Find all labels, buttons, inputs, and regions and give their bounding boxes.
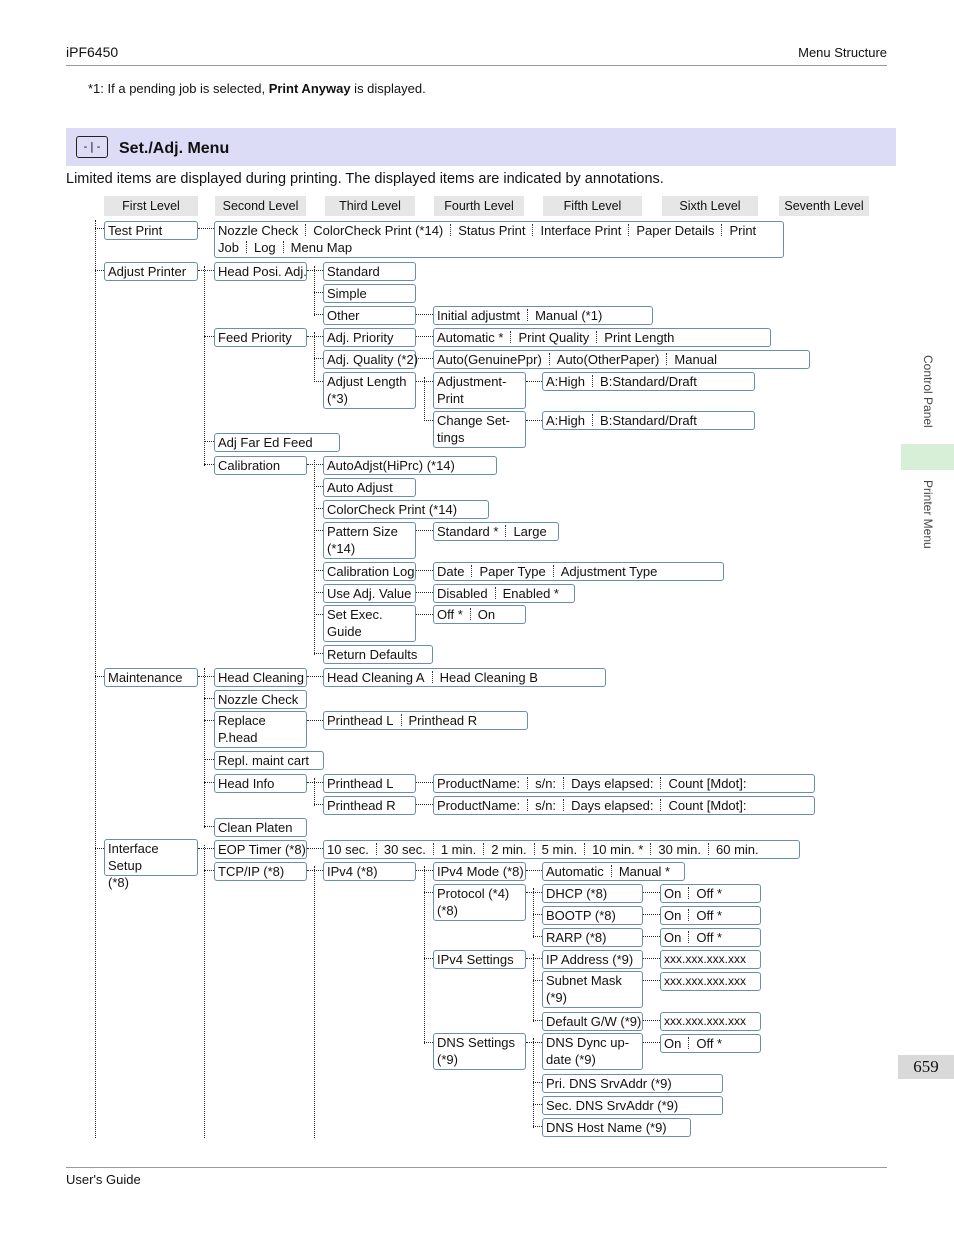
conn <box>416 336 433 337</box>
conn <box>526 420 542 421</box>
conn <box>643 914 660 915</box>
conn <box>416 530 433 531</box>
menu-return-defaults[interactable]: Return Defaults <box>323 645 433 664</box>
menu-simple[interactable]: Simple <box>323 284 416 303</box>
conn <box>307 676 323 677</box>
section-title: Set./Adj. Menu <box>119 140 230 157</box>
page-number: 659 <box>898 1055 954 1079</box>
tree-line-first <box>95 220 96 1138</box>
eop-timer-options: 10 sec. 30 sec. 1 min. 2 min. 5 min. 10 min. * 30 min. 60 min. <box>323 840 800 859</box>
conn <box>643 1020 660 1021</box>
menu-auto-adjust[interactable]: Auto Adjust <box>323 478 416 497</box>
menu-adjust-printer[interactable]: Adjust Printer <box>104 262 198 281</box>
conn <box>424 1042 433 1043</box>
menu-ipv4-settings[interactable]: IPv4 Settings <box>433 950 526 969</box>
conn <box>307 870 323 871</box>
menu-calibration[interactable]: Calibration <box>214 456 307 475</box>
conn <box>526 892 542 893</box>
menu-test-print[interactable]: Test Print <box>104 221 198 240</box>
rarp-options: On Off * <box>660 928 761 947</box>
menu-eop-timer[interactable]: EOP Timer (*8) <box>214 840 307 859</box>
menu-adjustment-print[interactable]: Adjustment- Print <box>433 372 526 409</box>
conn <box>198 676 214 677</box>
menu-head-cleaning[interactable]: Head Cleaning <box>214 668 307 687</box>
menu-repl-maint-cart[interactable]: Repl. maint cart <box>214 751 324 770</box>
header-section: Menu Structure <box>798 45 887 60</box>
conn <box>533 1082 542 1083</box>
menu-default-gw[interactable]: Default G/W (*9) <box>542 1012 643 1031</box>
conn <box>307 782 323 783</box>
menu-adj-priority[interactable]: Adj. Priority <box>323 328 416 347</box>
conn <box>424 420 433 421</box>
menu-tcpip[interactable]: TCP/IP (*8) <box>214 862 307 881</box>
test-print-options: Nozzle Check ColorCheck Print (*14) Status Print Interface Print Paper Details Print Job Log Menu Map <box>214 221 784 258</box>
conn <box>416 381 433 382</box>
menu-adj-far-ed-feed[interactable]: Adj Far Ed Feed <box>214 433 340 452</box>
ipv4-mode-options: Automatic Manual * <box>542 862 685 881</box>
conn <box>314 292 323 293</box>
side-highlight <box>901 444 954 470</box>
menu-clean-platen[interactable]: Clean Platen <box>214 818 307 837</box>
side-control-panel: Control Panel <box>921 355 935 428</box>
conn <box>198 270 214 271</box>
menu-head-info[interactable]: Head Info <box>214 774 307 793</box>
adj-priority-options: Automatic * Print Quality Print Length <box>433 328 771 347</box>
tree-line-adjlen <box>424 377 425 421</box>
menu-adj-quality[interactable]: Adj. Quality (*2) <box>323 350 416 369</box>
conn <box>416 570 433 571</box>
printhead-r-info: ProductName: s/n: Days elapsed: Count [Mdot]: <box>433 796 815 815</box>
menu-ipv4[interactable]: IPv4 (*8) <box>323 862 416 881</box>
menu-nozzle-check[interactable]: Nozzle Check <box>214 690 307 709</box>
change-settings-options: A:High B:Standard/Draft <box>542 411 755 430</box>
ip-address-value: xxx.xxx.xxx.xxx <box>660 950 761 969</box>
conn <box>307 848 323 849</box>
conn <box>314 653 323 654</box>
conn <box>643 892 660 893</box>
conn <box>643 1042 660 1043</box>
conn <box>314 804 323 805</box>
conn <box>204 698 214 699</box>
level-header-3: Third Level <box>325 196 415 216</box>
menu-pattern-size[interactable]: Pattern Size (*14) <box>323 522 416 559</box>
conn <box>314 486 323 487</box>
replace-phead-options: Printhead L Printhead R <box>323 711 528 730</box>
menu-sec-dns[interactable]: Sec. DNS SrvAddr (*9) <box>542 1096 723 1115</box>
tree-line-calib <box>314 460 315 655</box>
conn <box>204 720 214 721</box>
conn <box>314 592 323 593</box>
level-header-2: Second Level <box>215 196 306 216</box>
conn <box>204 464 214 465</box>
menu-adjust-length[interactable]: Adjust Length (*3) <box>323 372 416 409</box>
menu-change-settings[interactable]: Change Set- tings <box>433 411 526 448</box>
section-intro: Limited items are displayed during printing. The displayed items are indicated by annotations. <box>66 171 664 187</box>
conn <box>416 592 433 593</box>
menu-rarp[interactable]: RARP (*8) <box>542 928 643 947</box>
conn <box>198 848 214 849</box>
level-header-7: Seventh Level <box>779 196 869 216</box>
head-cleaning-options: Head Cleaning A Head Cleaning B <box>323 668 606 687</box>
conn <box>307 336 323 337</box>
conn <box>643 936 660 937</box>
subnet-mask-value: xxx.xxx.xxx.xxx <box>660 972 761 991</box>
conn <box>95 676 104 677</box>
menu-dhcp[interactable]: DHCP (*8) <box>542 884 643 903</box>
calibration-log-options: Date Paper Type Adjustment Type <box>433 562 724 581</box>
conn <box>314 314 323 315</box>
conn <box>533 980 542 981</box>
conn <box>307 464 323 465</box>
conn <box>307 720 323 721</box>
conn <box>314 381 323 382</box>
conn <box>533 936 542 937</box>
conn <box>314 358 323 359</box>
menu-colorcheck-print[interactable]: ColorCheck Print (*14) <box>323 500 489 519</box>
level-header-5: Fifth Level <box>543 196 642 216</box>
use-adj-value-options: Disabled Enabled * <box>433 584 575 603</box>
menu-printhead-l[interactable]: Printhead L <box>323 774 416 793</box>
conn <box>204 870 214 871</box>
menu-ip-address[interactable]: IP Address (*9) <box>542 950 643 969</box>
conn <box>533 1104 542 1105</box>
tree-line-ipv4set <box>533 954 534 1022</box>
other-options: Initial adjustmt Manual (*1) <box>433 306 653 325</box>
conn <box>526 870 542 871</box>
header-model: iPF6450 <box>66 44 119 60</box>
tree-line-tcpip <box>314 866 315 1138</box>
menu-pri-dns[interactable]: Pri. DNS SrvAddr (*9) <box>542 1074 723 1093</box>
footer-guide: User's Guide <box>66 1172 141 1187</box>
menu-use-adj-value[interactable]: Use Adj. Value <box>323 584 416 603</box>
tree-line-dns <box>533 1038 534 1128</box>
menu-feed-priority[interactable]: Feed Priority <box>214 328 307 347</box>
dns-dync-options: On Off * <box>660 1034 761 1053</box>
conn <box>204 441 214 442</box>
bootp-options: On Off * <box>660 906 761 925</box>
conn <box>416 358 433 359</box>
conn <box>526 958 542 959</box>
default-gw-value: xxx.xxx.xxx.xxx <box>660 1012 761 1031</box>
menu-standard[interactable]: Standard <box>323 262 416 281</box>
conn <box>416 782 433 783</box>
conn <box>424 958 433 959</box>
header-rule <box>66 65 887 66</box>
tree-line-maint <box>204 668 205 828</box>
tree-line-headposi <box>314 266 315 316</box>
conn <box>643 980 660 981</box>
menu-bootp[interactable]: BOOTP (*8) <box>542 906 643 925</box>
conn <box>204 336 214 337</box>
menu-dns-dync-update[interactable]: DNS Dync up- date (*9) <box>542 1033 643 1070</box>
set-exec-options: Off * On <box>433 605 526 624</box>
conn <box>314 530 323 531</box>
tree-line-iface <box>204 845 205 1138</box>
menu-maintenance[interactable]: Maintenance <box>104 668 198 687</box>
conn <box>416 870 433 871</box>
conn <box>533 914 542 915</box>
pattern-size-options: Standard * Large <box>433 522 559 541</box>
dhcp-options: On Off * <box>660 884 761 903</box>
conn <box>533 1020 542 1021</box>
adjustment-print-options: A:High B:Standard/Draft <box>542 372 755 391</box>
footnote: *1: If a pending job is selected, Print Anyway is displayed. <box>88 81 426 96</box>
settings-adjust-icon: -|- <box>76 136 108 158</box>
menu-ipv4-mode[interactable]: IPv4 Mode (*8) <box>433 862 526 881</box>
conn <box>416 804 433 805</box>
conn <box>204 782 214 783</box>
menu-subnet-mask[interactable]: Subnet Mask (*9) <box>542 971 643 1008</box>
menu-dns-host-name[interactable]: DNS Host Name (*9) <box>542 1118 691 1137</box>
level-header-6: Sixth Level <box>662 196 758 216</box>
printhead-l-info: ProductName: s/n: Days elapsed: Count [Mdot]: <box>433 774 815 793</box>
conn <box>204 759 214 760</box>
menu-other[interactable]: Other <box>323 306 416 325</box>
conn <box>204 826 214 827</box>
tree-line-feed <box>314 332 315 382</box>
tree-line-protocol <box>533 888 534 938</box>
conn <box>526 1042 542 1043</box>
menu-dns-settings[interactable]: DNS Settings (*9) <box>433 1033 526 1070</box>
tree-line-adjust <box>204 266 205 466</box>
side-printer-menu: Printer Menu <box>921 480 935 549</box>
conn <box>643 958 660 959</box>
conn <box>416 314 433 315</box>
conn <box>526 381 542 382</box>
menu-head-posi-adj[interactable]: Head Posi. Adj. <box>214 262 307 281</box>
conn <box>307 270 323 271</box>
conn <box>314 570 323 571</box>
menu-replace-phead[interactable]: Replace P.head <box>214 711 307 748</box>
conn <box>95 270 104 271</box>
conn <box>198 228 214 229</box>
menu-calibration-log[interactable]: Calibration Log <box>323 562 416 581</box>
menu-interface-setup[interactable]: Interface Setup (*8) <box>104 839 198 876</box>
conn <box>314 614 323 615</box>
conn <box>95 228 104 229</box>
conn <box>424 892 433 893</box>
menu-set-exec-guide[interactable]: Set Exec. Guide <box>323 605 416 642</box>
conn <box>533 1126 542 1127</box>
menu-protocol[interactable]: Protocol (*4) (*8) <box>433 884 526 921</box>
level-header-4: Fourth Level <box>434 196 524 216</box>
level-header-1: First Level <box>104 196 198 216</box>
adj-quality-options: Auto(GenuinePpr) Auto(OtherPaper) Manual <box>433 350 810 369</box>
menu-autoadjst-hiprc[interactable]: AutoAdjst(HiPrc) (*14) <box>323 456 497 475</box>
footer-rule <box>66 1167 887 1168</box>
conn <box>314 508 323 509</box>
conn <box>95 848 104 849</box>
conn <box>416 614 433 615</box>
menu-printhead-r[interactable]: Printhead R <box>323 796 416 815</box>
